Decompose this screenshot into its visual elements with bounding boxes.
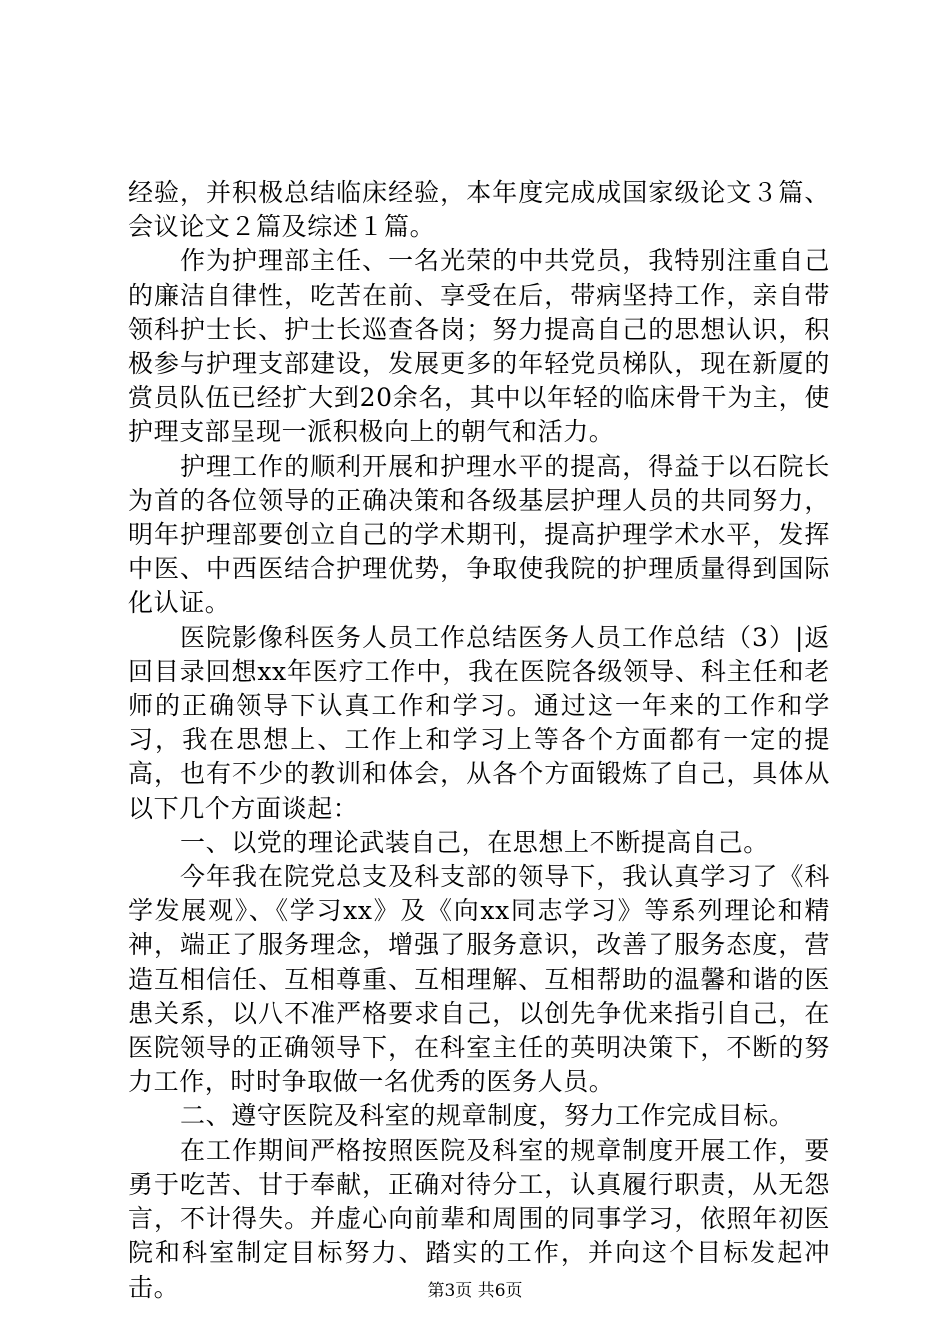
paragraph-1: 经验，并积极总结临床经验，本年度完成成国家级论文３篇、会议论文２篇及综述１篇。 [128, 178, 830, 242]
paragraph-6: 在工作期间严格按照医院及科室的规章制度开展工作，要勇于吃苦、甘于奉献，正确对待分工，认真履行职责，从无怨言，不计得失。并虚心向前辈和周围的同事学习，依照年初医院和科室制定目标努力、踏实的工作，并向这个目标发起冲击。 [128, 1135, 830, 1302]
paragraph-2: 作为护理部主任、一名光荣的中共党员，我特别注重自己的廉洁自律性，吃苦在前、享受在后，带病坚持工作，亲自带领科护士长、护士长巡查各岗；努力提高自己的思想认识，积极参与护理支部建设，发展更多的年轻党员梯队，现在新厦的赏员队伍已经扩大到20余名，其中以年轻的临床骨干为主，使护理支部呈现一派积极向上的朝气和活力。 [128, 246, 830, 447]
paragraph-3: 护理工作的顺利开展和护理水平的提高，得益于以石院长为首的各位领导的正确决策和各级基层护理人员的共同努力，明年护理部要创立自己的学术期刊，提高护理学术水平，发挥中医、中西医结合护理优势，争取使我院的护理质量得到国际化认证。 [128, 451, 830, 618]
section-heading-1: 一、以党的理论武装自己，在思想上不断提高自己。 [180, 827, 769, 857]
paragraph-5: 今年我在院党总支及科支部的领导下，我认真学习了《科学发展观》、《学习xx》及《向xx同志学习》等系列理论和精神，端正了服务理念，增强了服务意识，改善了服务态度，营造互相信任、互相尊重、互相理解、互相帮助的温馨和谐的医患关系，以八不准严格要求自己，以创先争优来指引自己，在医院领导的正确领导下，在科室主任的英明决策下，不断的努力工作，时时争取做一名优秀的医务人员。 [128, 862, 830, 1097]
page-number-footer: 第3页 共6页 [427, 1281, 523, 1301]
section-heading-2: 二、遵守医院及科室的规章制度，努力工作完成目标。 [180, 1101, 795, 1131]
document-body [128, 176, 830, 1305]
paragraph-4: 医院影像科医务人员工作总结医务人员工作总结（3）|返回目录回想xx年医疗工作中，我在医院各级领导、科主任和老师的正确领导下认真工作和学习。通过这一年来的工作和学习，我在思想上、工作上和学习上等各个方面都有一定的提高，也有不少的教训和体会，从各个方面锻炼了自己，具体从以下几个方面谈起： [128, 622, 830, 823]
